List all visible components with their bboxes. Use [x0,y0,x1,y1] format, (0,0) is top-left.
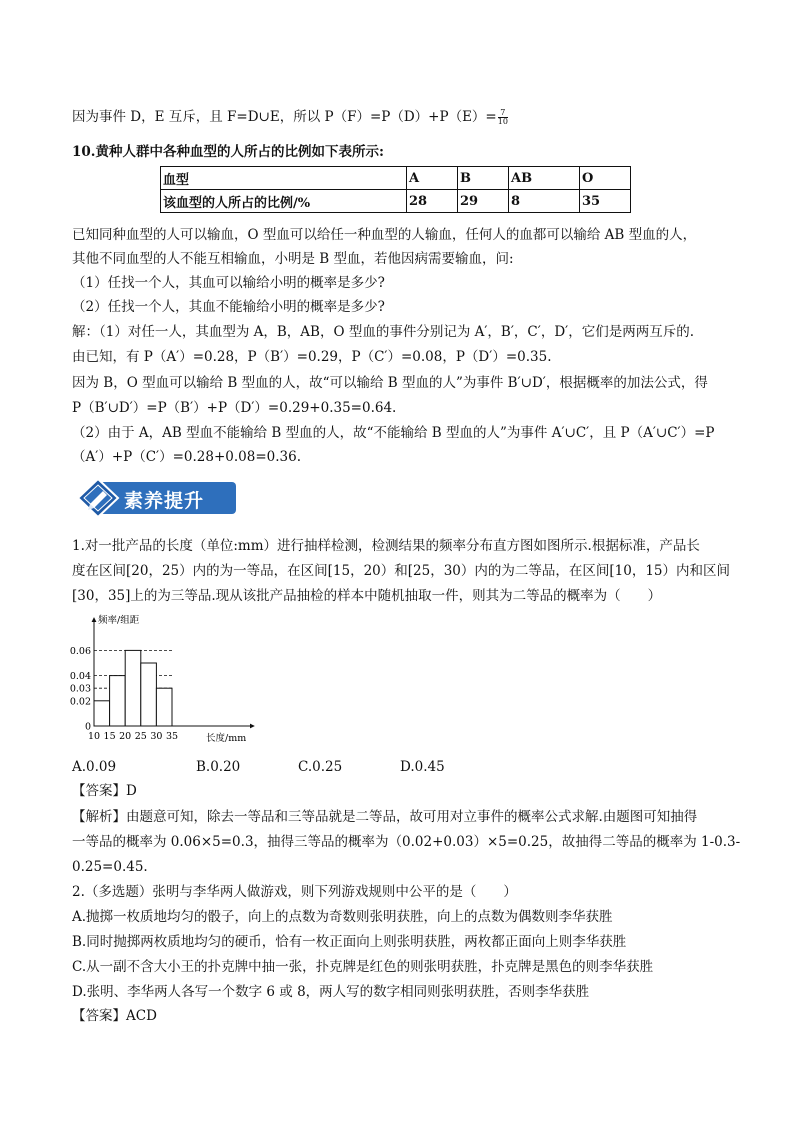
q10-line: P（B′∪D′）=P（B′）+P（D′）=0.29+0.35=0.64. [72,400,397,416]
q2-stem: 2.（多选题）张明与李华两人做游戏，则下列游戏规则中公平的是（ ） [72,884,517,900]
x-tick-label: 30 [150,731,163,742]
q10-line: （1）任找一个人，其血可以输给小明的概率是多少? [72,275,385,291]
q10-line: 解：（1）对任一人，其血型为 A，B，AB，O 型血的事件分别记为 A′，B′，C′，D′，它们是两两互斥的. [72,324,694,340]
q1-stem-line: 1.对一批产品的长度（单位:mm）进行抽样检测，检测结果的频率分布直方图如图所示.根据标准，产品长 [72,538,700,554]
table-cell: 血型 [161,167,407,190]
table-cell: 35 [580,190,631,213]
histogram-bar [125,650,141,726]
q2-option[interactable]: C.从一副不含大小王的扑克牌中抽一张，扑克牌是红色的则张明获胜，扑克牌是黑色的则李华获胜 [72,959,654,975]
q1-analysis-line: 【解析】由题意可知，除去一等品和三等品就是二等品，故可用对立事件的概率公式求解.由题图可知抽得 [72,809,698,825]
q10-line: （2）由于 A，AB 型血不能输给 B 型血的人，故“不能输给 B 型血的人”为事件 A′∪C′，且 P（A′∪C′）=P [72,425,715,441]
x-tick-label: 25 [134,731,147,742]
section-banner [76,478,236,520]
q10-line: （A′）+P（C′）=0.28+0.08=0.36. [72,449,302,465]
fraction-numerator: 7 [498,109,508,118]
q10-stem: 10.黄种人群中各种血型的人所占的比例如下表所示: [72,144,384,160]
table-cell: O [580,167,631,190]
q10-line: 其他不同血型的人不能互相输血，小明是 B 型血，若他因病需要输血，问: [72,251,514,267]
x-tick-label: 35 [165,731,179,742]
fraction-denominator: 10 [497,117,508,126]
table-cell: 该血型的人所占的比例/% [161,190,407,213]
q2-option[interactable]: B.同时抛掷两枚质地均匀的硬币，恰有一枚正面向上则张明获胜，两枚都正面向上则李华获胜 [72,934,627,950]
q10-line: 因为 B，O 型血可以输给 B 型血的人，故“可以输给 B 型血的人”为事件 B′∪D′，根据概率的加法公式，得 [72,375,708,391]
option-c[interactable]: C.0.25 [298,759,343,775]
pencil-badge-icon [76,478,120,518]
q10-line: （2）任找一个人，其血不能输给小明的概率是多少? [72,299,385,315]
table-cell: 29 [458,190,509,213]
q10-line: 已知同种血型的人可以输血，O 型血可以给任一种血型的人输血，任何人的血都可以输给 AB 型血的人， [72,227,697,243]
section-title: 素养提升 [124,490,205,512]
table-cell: A [407,167,458,190]
q1-answer: 【答案】D [72,783,137,799]
q9-conclusion [72,108,508,126]
table-row [161,190,631,213]
blood-type-table [160,166,631,213]
table-cell: AB [509,167,580,190]
x-axis-label: 长度/mm [206,733,247,744]
histogram-bar [110,676,126,726]
q1-stem-line: 度在区间[20，25）内的为一等品，在区间[15，20）和[25，30）内的为二等品，在区间[10，15）内和区间 [72,563,730,579]
frequency-histogram [70,612,260,747]
y-axis-label: 频率/组距 [98,615,140,626]
q1-analysis-line: 一等品的概率为 0.06×5=0.3，抽得三等品的概率为（0.02+0.03）×5=0.25，故抽得二等品的概率为 1-0.3- [72,834,741,850]
y-tick-label: 0.04 [70,671,91,683]
option-d[interactable]: D.0.45 [400,759,445,775]
table-header-row [161,167,631,190]
q9-conclusion-text: 因为事件 D，E 互斥，且 F=D∪E，所以 P（F）=P（D）+P（E）= [72,109,497,125]
option-b[interactable]: B.0.20 [196,759,241,775]
table-cell: 28 [407,190,458,213]
x-tick-label: 20 [119,731,132,742]
q1-analysis-line: 0.25=0.45. [72,859,148,875]
histogram-bar [94,701,110,726]
q2-answer: 【答案】ACD [72,1008,157,1024]
table-cell: 8 [509,190,580,213]
x-tick-label: 15 [103,731,116,742]
y-tick-label: 0.03 [70,683,91,695]
histogram-bar [156,688,172,726]
q1-stem-line: [30，35]上的为三等品.现从该批产品抽检的样本中随机抽取一件，则其为二等品的概率为（ ） [72,588,662,604]
y-tick-label: 0.02 [70,696,91,708]
y-tick-label: 0 [84,721,91,733]
y-tick-label: 0.06 [70,645,91,657]
q2-option[interactable]: A.抛掷一枚质地均匀的骰子，向上的点数为奇数则张明获胜，向上的点数为偶数则李华获胜 [72,909,613,925]
option-a[interactable]: A.0.09 [72,759,117,775]
q2-option[interactable]: D.张明、李华两人各写一个数字 6 或 8，两人写的数字相同则张明获胜，否则李华获胜 [72,984,590,1000]
histogram-bar [141,663,157,726]
x-tick-label: 10 [87,731,101,742]
fraction [498,109,508,126]
table-cell: B [458,167,509,190]
q10-line: 由已知，有 P（A′）=0.28，P（B′）=0.29，P（C′）=0.08，P（D′）=0.35. [72,349,552,365]
